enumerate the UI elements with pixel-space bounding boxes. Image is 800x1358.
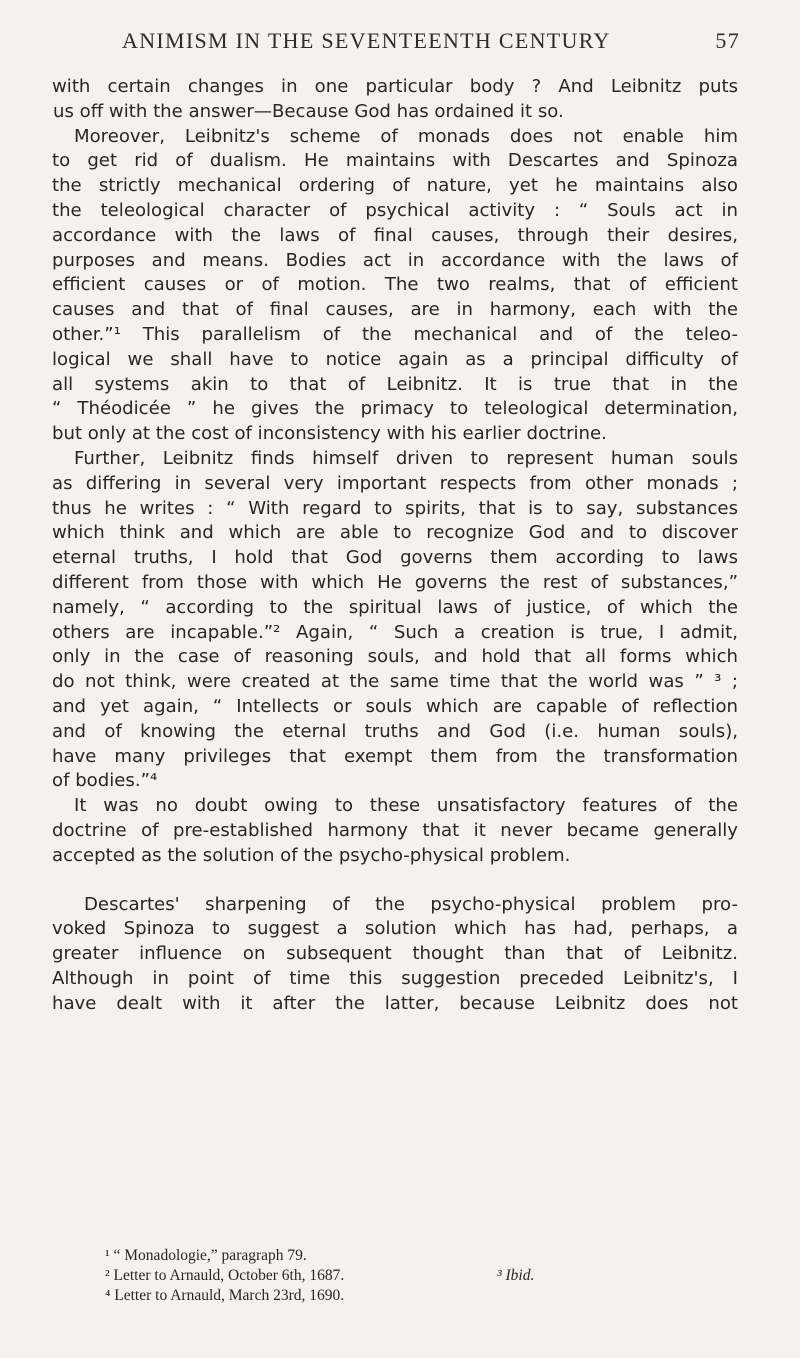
text-line: only in the case of reasoning souls, and hold that all forms which <box>52 646 738 668</box>
text-line: the teleological character of psychical activity : “ Souls act in <box>52 199 738 221</box>
text-line: which think and which are able to recognize God and to discover <box>52 522 738 544</box>
footnote-3-text: ³ Ibid. <box>497 1267 535 1284</box>
text-line: do not think, were created at the same time that the world was ” ³ ; <box>52 671 738 693</box>
text-line: but only at the cost of inconsistency with his earlier doctrine. <box>52 423 607 445</box>
text-line: namely, “ according to the spiritual laws of justice, of which the <box>52 596 738 618</box>
text-line: Although in point of time this suggestion preceded Leibnitz's, I <box>52 967 738 989</box>
text-line: Descartes' sharpening of the psycho-physical problem pro- <box>84 893 738 915</box>
footnote-1: ¹ “ Monadologie,” paragraph 79. <box>105 1247 307 1264</box>
text-line: thus he writes : “ With regard to spirits, that is to say, substances <box>52 497 738 519</box>
text-line: and of knowing the eternal truths and God (i.e. human souls), <box>52 720 738 742</box>
text-line: different from those with which He governs the rest of substances,” <box>52 571 738 593</box>
footnotes <box>105 1246 745 1306</box>
paragraph-gap <box>52 869 738 893</box>
text-line: Further, Leibnitz finds himself driven to represent human souls <box>74 447 738 469</box>
body-text <box>52 75 738 1016</box>
text-line: all systems akin to that of Leibnitz. It is true that in the <box>52 373 738 395</box>
text-line: others are incapable.”² Again, “ Such a creation is true, I admit, <box>52 621 738 643</box>
text-line: purposes and means. Bodies act in accordance with the laws of <box>52 249 738 271</box>
text-line: have dealt with it after the latter, because Leibnitz does not <box>52 992 738 1014</box>
text-line: efficient causes or of motion. The two realms, that of efficient <box>52 274 738 296</box>
text-line: It was no doubt owing to these unsatisfactory features of the <box>74 795 738 817</box>
text-line: accordance with the laws of final causes, through their desires, <box>52 224 738 246</box>
text-line: have many privileges that exempt them from the transformation <box>52 745 738 767</box>
page-number: 57 <box>715 28 740 53</box>
footnote-2: ² Letter to Arnauld, October 6th, 1687. <box>105 1267 345 1284</box>
text-line: and yet again, “ Intellects or souls which are capable of reflection <box>52 695 738 717</box>
text-line: the strictly mechanical ordering of nature, yet he maintains also <box>52 175 738 197</box>
text-line: accepted as the solution of the psycho-physical problem. <box>52 844 571 866</box>
text-line: other.”¹ This parallelism of the mechanical and of the teleo- <box>52 323 738 345</box>
text-line: greater influence on subsequent thought than that of Leibnitz. <box>52 943 738 965</box>
text-line: logical we shall have to notice again as a principal difficulty of <box>52 348 738 370</box>
text-line: eternal truths, I hold that God governs them according to laws <box>52 547 738 569</box>
text-line: voked Spinoza to suggest a solution which has had, perhaps, a <box>52 918 738 940</box>
text-line: us off with the answer—Because God has ordained it so. <box>53 100 564 122</box>
text-line: of bodies.”⁴ <box>52 770 158 792</box>
text-line: as differing in several very important respects from other monads ; <box>52 472 738 494</box>
running-title: ANIMISM IN THE SEVENTEENTH CENTURY <box>122 28 611 53</box>
text-line: with certain changes in one particular body ? And Leibnitz puts <box>52 76 738 97</box>
text-line: causes and that of final causes, are in harmony, each with the <box>52 299 738 321</box>
text-line: doctrine of pre-established harmony that it never became generally <box>52 819 738 841</box>
footnote-2-row <box>105 1266 745 1286</box>
text-line: to get rid of dualism. He maintains with Descartes and Spinoza <box>52 150 738 172</box>
footnote-4: ⁴ Letter to Arnauld, March 23rd, 1690. <box>105 1287 345 1304</box>
text-line: “ Théodicée ” he gives the primacy to teleological determination, <box>52 398 738 420</box>
text-line: Moreover, Leibnitz's scheme of monads does not enable him <box>74 125 738 147</box>
footnote-3 <box>497 1266 534 1286</box>
running-header <box>82 28 740 62</box>
